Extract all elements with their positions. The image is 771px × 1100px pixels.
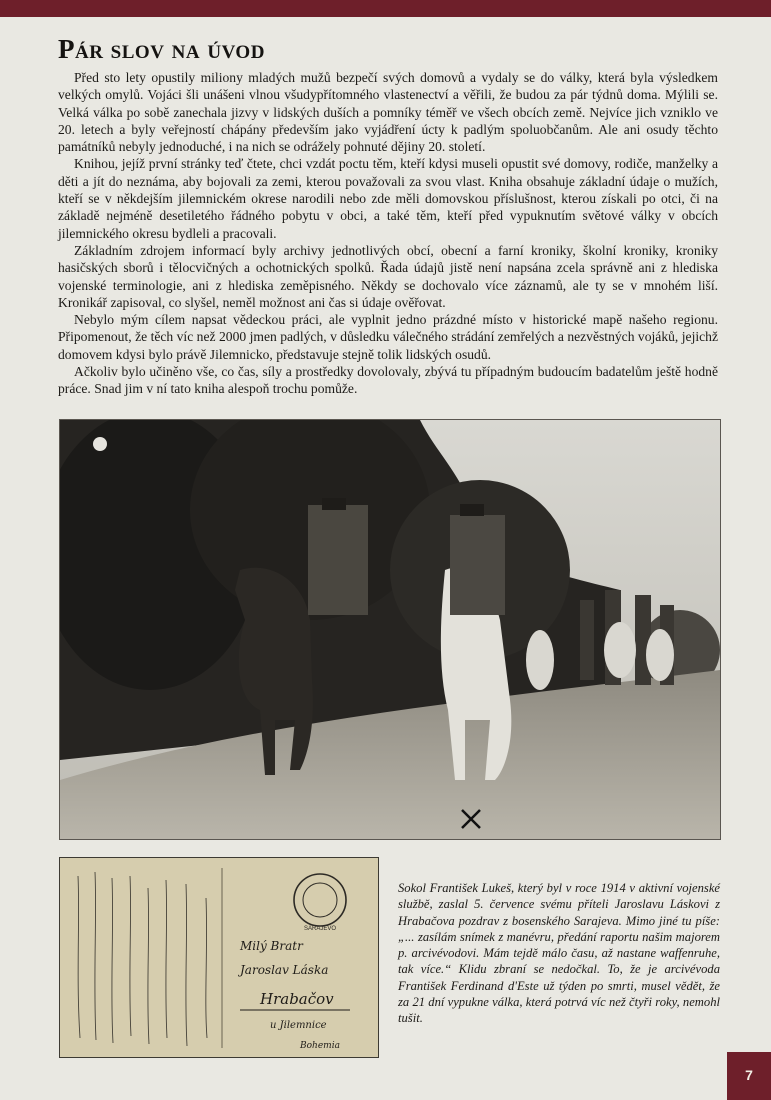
- address-line: Milý Bratr: [240, 939, 303, 953]
- page-number-box: [727, 1052, 771, 1100]
- historical-photo: [59, 419, 721, 840]
- paragraph: Knihou, jejíž první stránky teď čtete, chci vzdát poctu těm, kteří kdysi museli opustit své domovy, rodiče, manželky a děti a jít do neznáma, aby bojovali za zemi, kterou považovali za svou vlast. Kniha obsahuje základní údaje o mužích, kteří se v někdejším jilemnickém okrese narodili nebo zde měli domovskou příslušnost, kterou získali po otci, či na základě nejméně desetiletého řádného pobytu v obci, a také těm, kteří před vypuknutím světové války v obcích jilemnického okresu bydleli a pracovali.: [58, 156, 718, 241]
- address-line: u Jilemnice: [270, 1020, 327, 1031]
- address-line: Bohemia: [300, 1041, 340, 1051]
- paragraph: Základním zdrojem informací byly archivy jednotlivých obcí, obecní a farní kroniky, školní kroniky, kroniky hasičských sborů i tělocvičných a ochotnických spolků. Řada údajů jistě není napsána zcela správně ani z hlediska vojenské terminologie, ani z hlediska zeměpisného. Někdy se dochovalo více záznamů, ale ty se v mnohém liší. Kronikář zapisoval, co slyšel, neměl možnost ani čas si údaje ověřovat.: [58, 242, 718, 310]
- postmark-text: SARAJEVO: [304, 926, 337, 932]
- page-title: Pár slov na úvod: [58, 34, 265, 64]
- address-line: Hrabačov: [260, 990, 334, 1008]
- postcard-drawing: [60, 858, 378, 1057]
- paragraph: Před sto lety opustily miliony mladých mužů bezpečí svých domovů a vydaly se do války, která byla výsledkem velkých omylů. Vojáci šli unášeni vlnou všudypřítomného vlastenectví a věřili, že budou za pár týdnů doma. Mýlili se. Velká válka po sobě zanechala jizvy v lidských duších a pomníky téměř ve všech obcích země. Nejvíce jich vzniklo ve 20. letech a byly veřejností chápány především jako vyjádření úcty k padlým spoluobčanům. Ale ani osudy těchto památníků nebyly jednoduché, i na nich se odrážely pohnuté dějiny 20. století.: [58, 70, 718, 155]
- page-number: 7: [745, 1067, 753, 1083]
- address-line: Jaroslav Láska: [240, 963, 329, 977]
- postcard-image: [59, 857, 379, 1058]
- top-color-band: [0, 0, 771, 17]
- paragraph: Nebylo mým cílem napsat vědeckou práci, ale vyplnit jedno prázdné místo v historické mapě našeho regionu. Připomenout, že těch víc než 2000 jmen padlých, v důsledku válečného strádání zemřelých a nezvěstných vojáků, jejichž domovem kdysi bylo právě Jilemnicko, představuje stejně tolik lidských osudů.: [58, 312, 718, 362]
- cavalry-photo-image: [60, 420, 720, 839]
- photo-caption: Sokol František Lukeš, který byl v roce 1914 v aktivní vojenské službě, zaslal 5. července svému příteli Jaroslavu Láskovi z Hrabačova pozdrav z bosenského Sarajeva. Mimo jiné tu píše: „... zasílám snímek z manévru, předání raportu našim majorem p. arcivévodovi. Mám tejdě málo času, až nastane waffenruhe, tak více.“ Klidu zbraní se nedočkal. To, že je arcivévoda František Ferdinand d'Este už týden po smrti, musel vědět, že za 21 dní vypukne válka, která potrvá víc než čtyři roky, nemohl tušit.: [398, 881, 720, 1026]
- intro-text: [58, 69, 718, 398]
- paragraph: Ačkoliv bylo učiněno vše, co čas, síly a prostředky dovolovaly, zbývá tu případným budoucím badatelům ještě hodně práce. Snad jim v ní tato kniha alespoň trochu pomůže.: [58, 364, 718, 397]
